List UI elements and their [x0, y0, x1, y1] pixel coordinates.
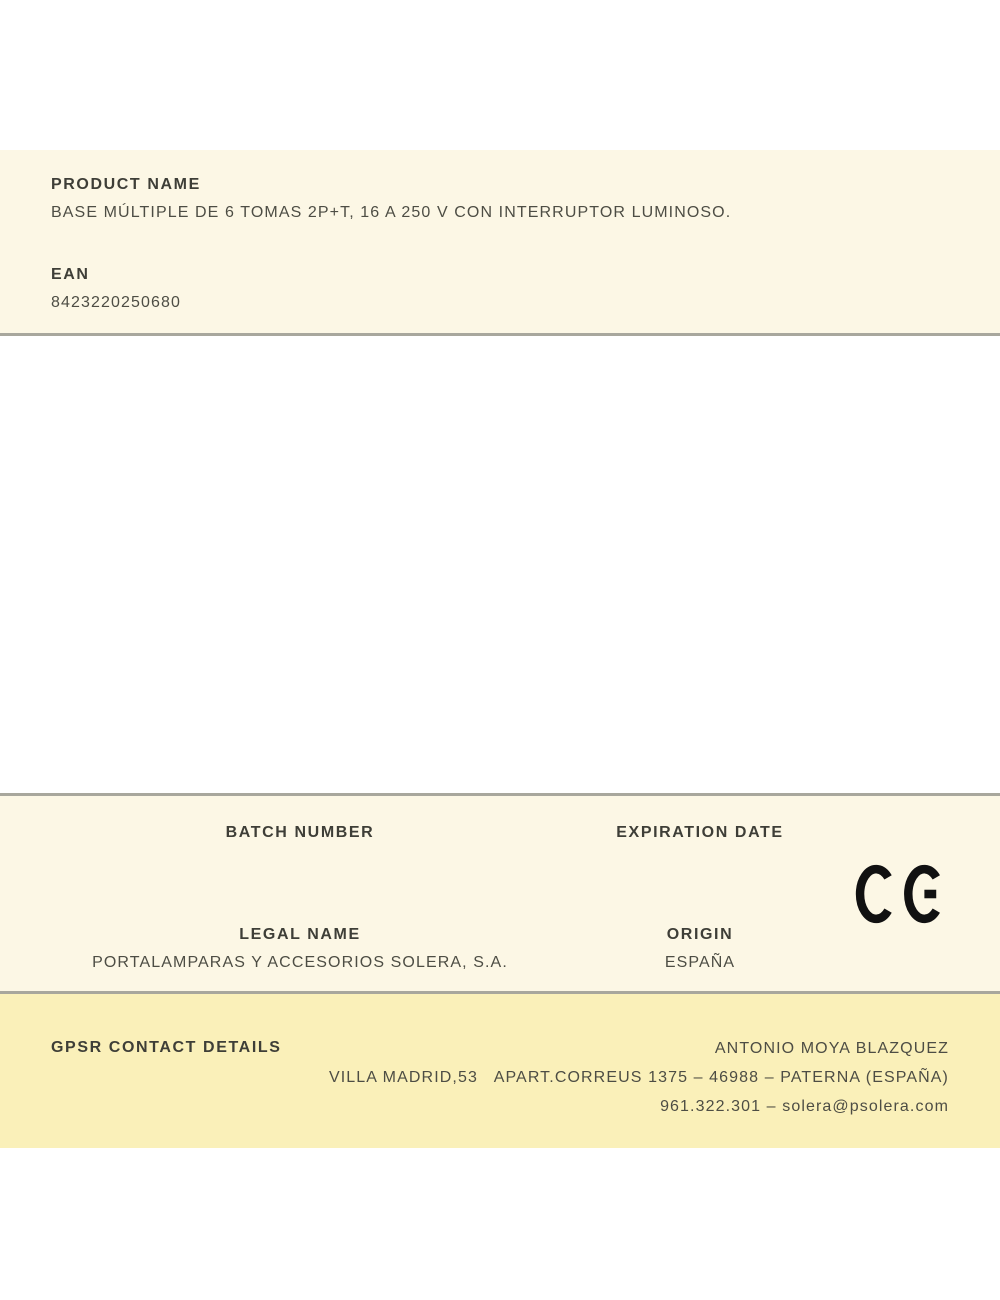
product-info-section [0, 150, 1000, 336]
gpsr-contact-label: GPSR CONTACT DETAILS [51, 1039, 282, 1056]
product-name-label: PRODUCT NAME [51, 176, 201, 193]
contact-name: ANTONIO MOYA BLAZQUEZ [714, 1040, 949, 1057]
legal-name-value: PORTALAMPARAS Y ACCESORIOS SOLERA, S.A. [92, 954, 508, 971]
product-name-value: BASE MÚLTIPLE DE 6 TOMAS 2P+T, 16 A 250 V CON INTERRUPTOR LUMINOSO. [51, 204, 732, 221]
batch-info-section [0, 793, 1000, 994]
legal-name-label: LEGAL NAME [239, 926, 361, 943]
gpsr-contact-section [0, 994, 1000, 1148]
expiration-date-label: EXPIRATION DATE [616, 824, 784, 841]
batch-number-label: BATCH NUMBER [225, 824, 375, 841]
contact-address: VILLA MADRID,53 APART.CORREUS 1375 – 46988 – PATERNA (ESPAÑA) [328, 1069, 949, 1086]
ean-label: EAN [51, 266, 90, 283]
contact-phone-email: 961.322.301 – solera@psolera.com [660, 1098, 949, 1115]
origin-value: ESPAÑA [664, 954, 736, 971]
origin-label: ORIGIN [666, 926, 734, 943]
ean-value: 8423220250680 [51, 294, 181, 311]
ce-mark-icon [855, 864, 943, 924]
